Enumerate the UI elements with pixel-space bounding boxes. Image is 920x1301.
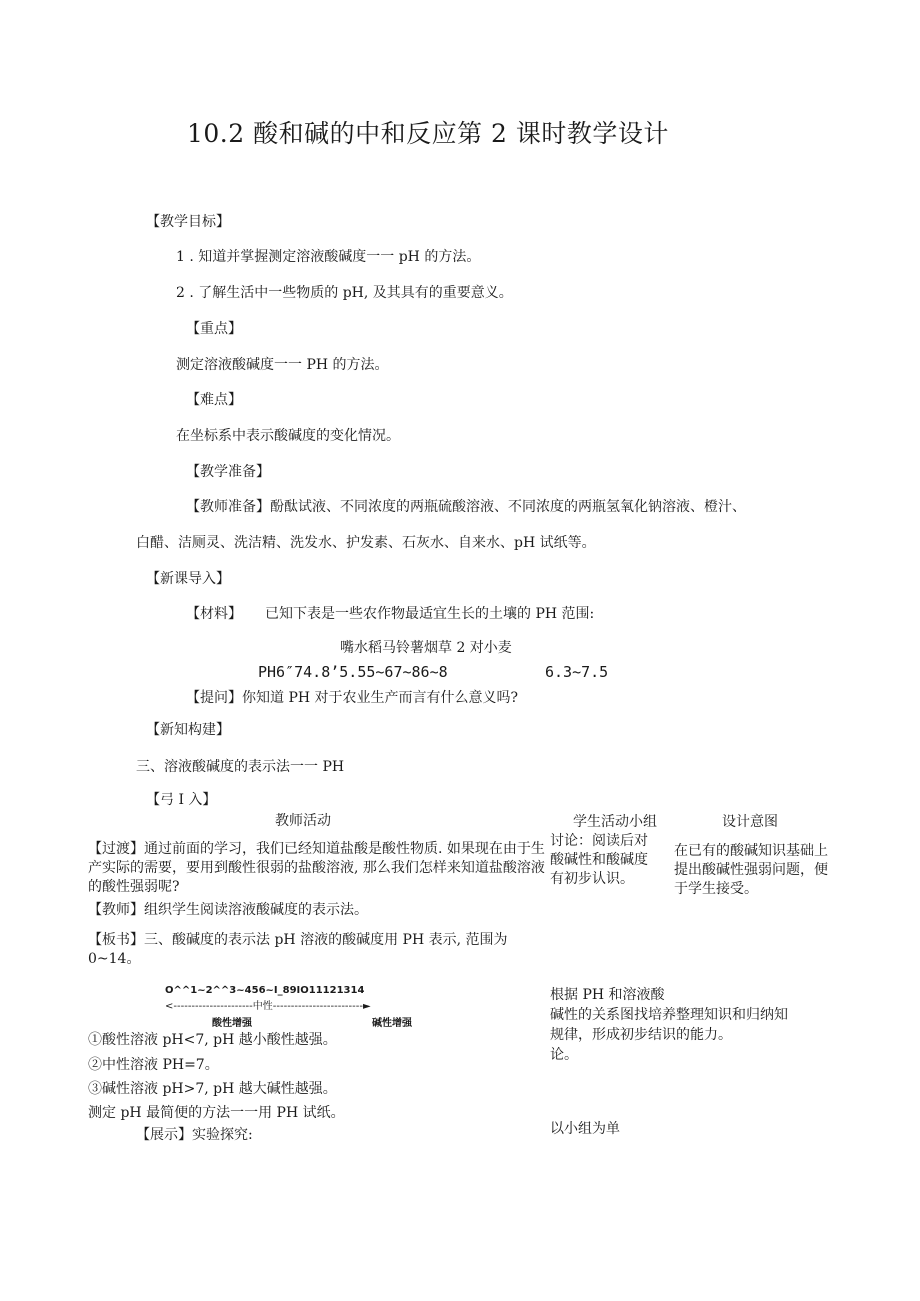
- goals-heading: 【教学目标】: [146, 214, 230, 230]
- prep-heading: 【教学准备】: [186, 464, 270, 480]
- key-point-heading: 【重点】: [186, 321, 242, 337]
- ph-scale-numbers: O^^1~2^^3~456~I_89IO11121314: [165, 985, 365, 996]
- rule-1: ①酸性溶液 pH<7, pH 越小酸性越强。: [88, 1032, 337, 1048]
- prep-line-2: 白醋、洁厕灵、洗洁精、洗发水、护发素、石灰水、自来水、pH 试纸等。: [136, 535, 596, 551]
- ph-scale-arrow: <----------------------中性-------------------------►: [165, 1001, 371, 1012]
- transition-text: 【过渡】通过前面的学习，我们已经知道盐酸是酸性物质. 如果现在由于生产实际的需要，要用到酸性很弱的盐酸溶液, 那么我们怎样来知道盐酸溶液的酸性强弱呢?: [88, 841, 545, 895]
- student-activity-1: 讨论：阅读后对酸碱性和酸碱度有初步认识。: [550, 833, 648, 887]
- show-text: 【展示】实验探究:: [136, 1127, 253, 1143]
- col-header-intent: 设计意图: [722, 814, 778, 830]
- rule-2: ②中性溶液 PH=7。: [88, 1057, 219, 1073]
- student-activity-2-line-1: 根据 PH 和溶液酸: [550, 987, 665, 1003]
- ph-scale-acid-label: 酸性增强: [212, 1018, 252, 1029]
- col-header-teacher: 教师活动: [275, 813, 331, 829]
- ph-row-right: 6.3~7.5: [545, 663, 609, 681]
- student-activity-3: 以小组为单: [550, 1121, 620, 1137]
- question-text: 【提问】你知道 PH 对于农业生产而言有什么意义吗?: [186, 690, 519, 706]
- goal-item-1: 1 . 知道并掌握测定溶液酸碱度一一 pH 的方法。: [176, 249, 481, 265]
- difficulty-text: 在坐标系中表示酸碱度的变化情况。: [176, 428, 400, 444]
- col-header-student: 学生活动小组: [573, 814, 657, 830]
- rule-3: ③碱性溶液 pH>7, pH 越大碱性越强。: [88, 1081, 337, 1097]
- rule-4: 测定 pH 最简便的方法一一用 PH 试纸。: [88, 1105, 345, 1121]
- material-label: 【材料】: [186, 606, 242, 622]
- material-text: 已知下表是一些农作物最适宜生长的土壤的 PH 范围:: [265, 606, 595, 622]
- design-intent-1: 在已有的酸碱知识基础上提出酸碱性强弱问题，便于学生接受。: [674, 843, 828, 897]
- ph-row-left: PH6″74.8’5.55~67~86~8: [258, 663, 448, 681]
- key-point-text: 测定溶液酸碱度一一 PH 的方法。: [176, 357, 389, 373]
- crops-row: 嘴水稻马铃薯烟草 2 对小麦: [340, 640, 512, 656]
- student-activity-2-line-3: 规律，形成初步结识的能力。: [550, 1027, 732, 1043]
- prep-line-1: 【教师准备】酚酞试液、不同浓度的两瓶硫酸溶液、不同浓度的两瓶氢氧化钠溶液、橙汁、: [186, 499, 746, 515]
- section-title: 三、溶液酸碱度的表示法一一 PH: [136, 759, 345, 775]
- difficulty-heading: 【难点】: [186, 392, 242, 408]
- intro-label: 【弓 I 入】: [146, 792, 217, 808]
- intro-heading: 【新课导入】: [146, 571, 230, 587]
- student-activity-2-line-2: 碱性的关系图找培养整理知识和归纳知: [550, 1007, 788, 1023]
- teacher-text: 【教师】组织学生阅读溶液酸碱度的表示法。: [88, 902, 368, 918]
- student-activity-2-line-4: 论。: [550, 1047, 578, 1063]
- page-title: 10.2 酸和碱的中和反应第 2 课时教学设计: [187, 119, 669, 148]
- board-text: 【板书】三、酸碱度的表示法 pH 溶液的酸碱度用 PH 表示, 范围为 0~14。: [88, 932, 508, 967]
- goal-item-2: 2 . 了解生活中一些物质的 pH, 及其具有的重要意义。: [176, 285, 513, 301]
- new-knowledge-heading: 【新知构建】: [146, 722, 230, 738]
- ph-scale-base-label: 碱性增强: [372, 1018, 412, 1029]
